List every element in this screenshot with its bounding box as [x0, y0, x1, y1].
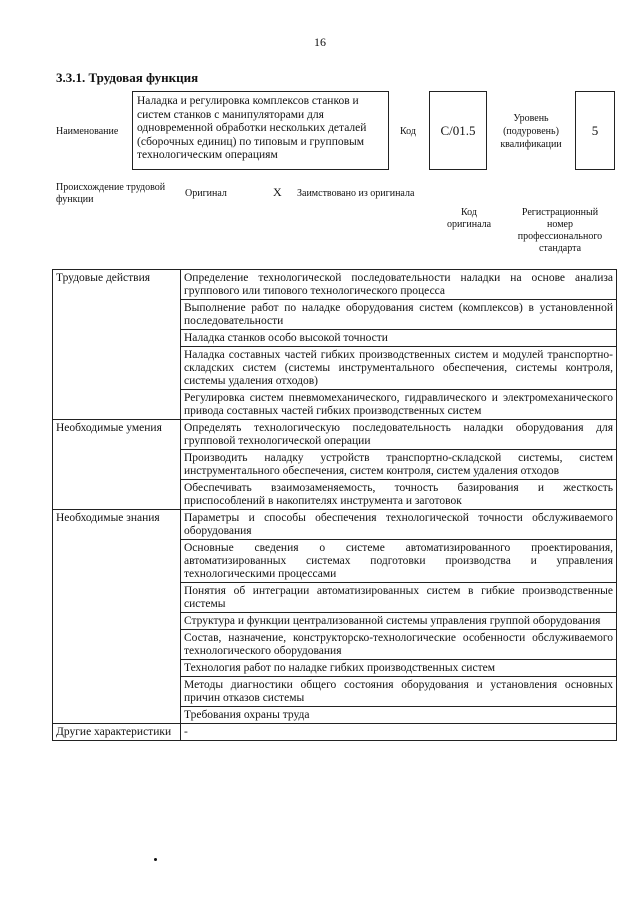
level-label: Уровень (подуровень) квалификации: [500, 113, 562, 150]
scan-dot: [154, 858, 157, 861]
section-item-cell: Основные сведения о системе автоматизированного проектирования, автоматизированных системах подготовки производства и управления технологическими процессами: [181, 540, 617, 583]
code-label: Код: [400, 126, 416, 137]
code-original-label: Код оригинала: [446, 207, 492, 230]
table-row: [53, 270, 617, 300]
reg-number-label: Регистрационный номер профессионального стандарта: [517, 207, 603, 254]
table-row: [53, 420, 617, 450]
section-title-cell: Другие характеристики: [53, 724, 181, 741]
section-item-cell: Определение технологической последовательности наладки на основе анализа группового или типового технологического процесса: [181, 270, 617, 300]
section-item-cell: Технология работ по наладке гибких производственных систем: [181, 660, 617, 677]
level-box: 5: [575, 91, 615, 170]
name-label: Наименование: [56, 126, 119, 137]
section-item-cell: Понятия об интеграции автоматизированных систем в гибкие производственные системы: [181, 583, 617, 613]
section-item-cell: Методы диагностики общего состояния оборудования и установления основных причин отказов системы: [181, 677, 617, 707]
table-row: [53, 724, 617, 741]
section-item-cell: Параметры и способы обеспечения технологической точности обслуживаемого оборудования: [181, 510, 617, 540]
code-box: С/01.5: [429, 91, 487, 170]
labor-function-table: [52, 269, 617, 741]
section-item-cell: Требования охраны труда: [181, 707, 617, 724]
origin-mark: X: [273, 185, 282, 199]
section-item-cell: Наладка станков особо высокой точности: [181, 330, 617, 347]
origin-borrowed: Заимствовано из оригинала: [297, 188, 415, 199]
function-name-box: Наладка и регулировка комплексов станков и систем станков с манипуляторами для одновременной обработки нескольких деталей (сборочных единиц) по типовым и групповым технологическим операциям: [132, 91, 389, 170]
section-item-cell: -: [181, 724, 617, 741]
section-title-cell: Трудовые действия: [53, 270, 181, 420]
table-row: [53, 510, 617, 540]
section-item-cell: Производить наладку устройств транспортно-складской системы, систем инструментального обеспечения, систем контроля, систем удаления отходов: [181, 450, 617, 480]
section-title-cell: Необходимые умения: [53, 420, 181, 510]
section-item-cell: Регулировка систем пневмомеханического, гидравлического и электромеханического привода составных частей гибких производственных систем: [181, 390, 617, 420]
section-item-cell: Определять технологическую последовательность наладки оборудования для групповой технологической операции: [181, 420, 617, 450]
section-title: 3.3.1. Трудовая функция: [56, 70, 199, 85]
origin-original: Оригинал: [185, 188, 227, 199]
section-item-cell: Структура и функции централизованной системы управления группой оборудования: [181, 613, 617, 630]
section-item-cell: Состав, назначение, конструкторско-технологические особенности обслуживаемого технологического оборудования: [181, 630, 617, 660]
page-number: 16: [314, 35, 326, 49]
section-item-cell: Обеспечивать взаимозаменяемость, точность базирования и жесткость приспособлений в накопителях инструмента и заготовок: [181, 480, 617, 510]
section-item-cell: Выполнение работ по наладке оборудования систем (комплексов) в установленной последовательности: [181, 300, 617, 330]
origin-label: Происхождение трудовой функции: [56, 182, 166, 205]
section-item-cell: Наладка составных частей гибких производственных систем и модулей транспортно-складских систем (системы инструментального обеспечения, системы контроля, системы удаления отходов): [181, 347, 617, 390]
section-title-cell: Необходимые знания: [53, 510, 181, 724]
